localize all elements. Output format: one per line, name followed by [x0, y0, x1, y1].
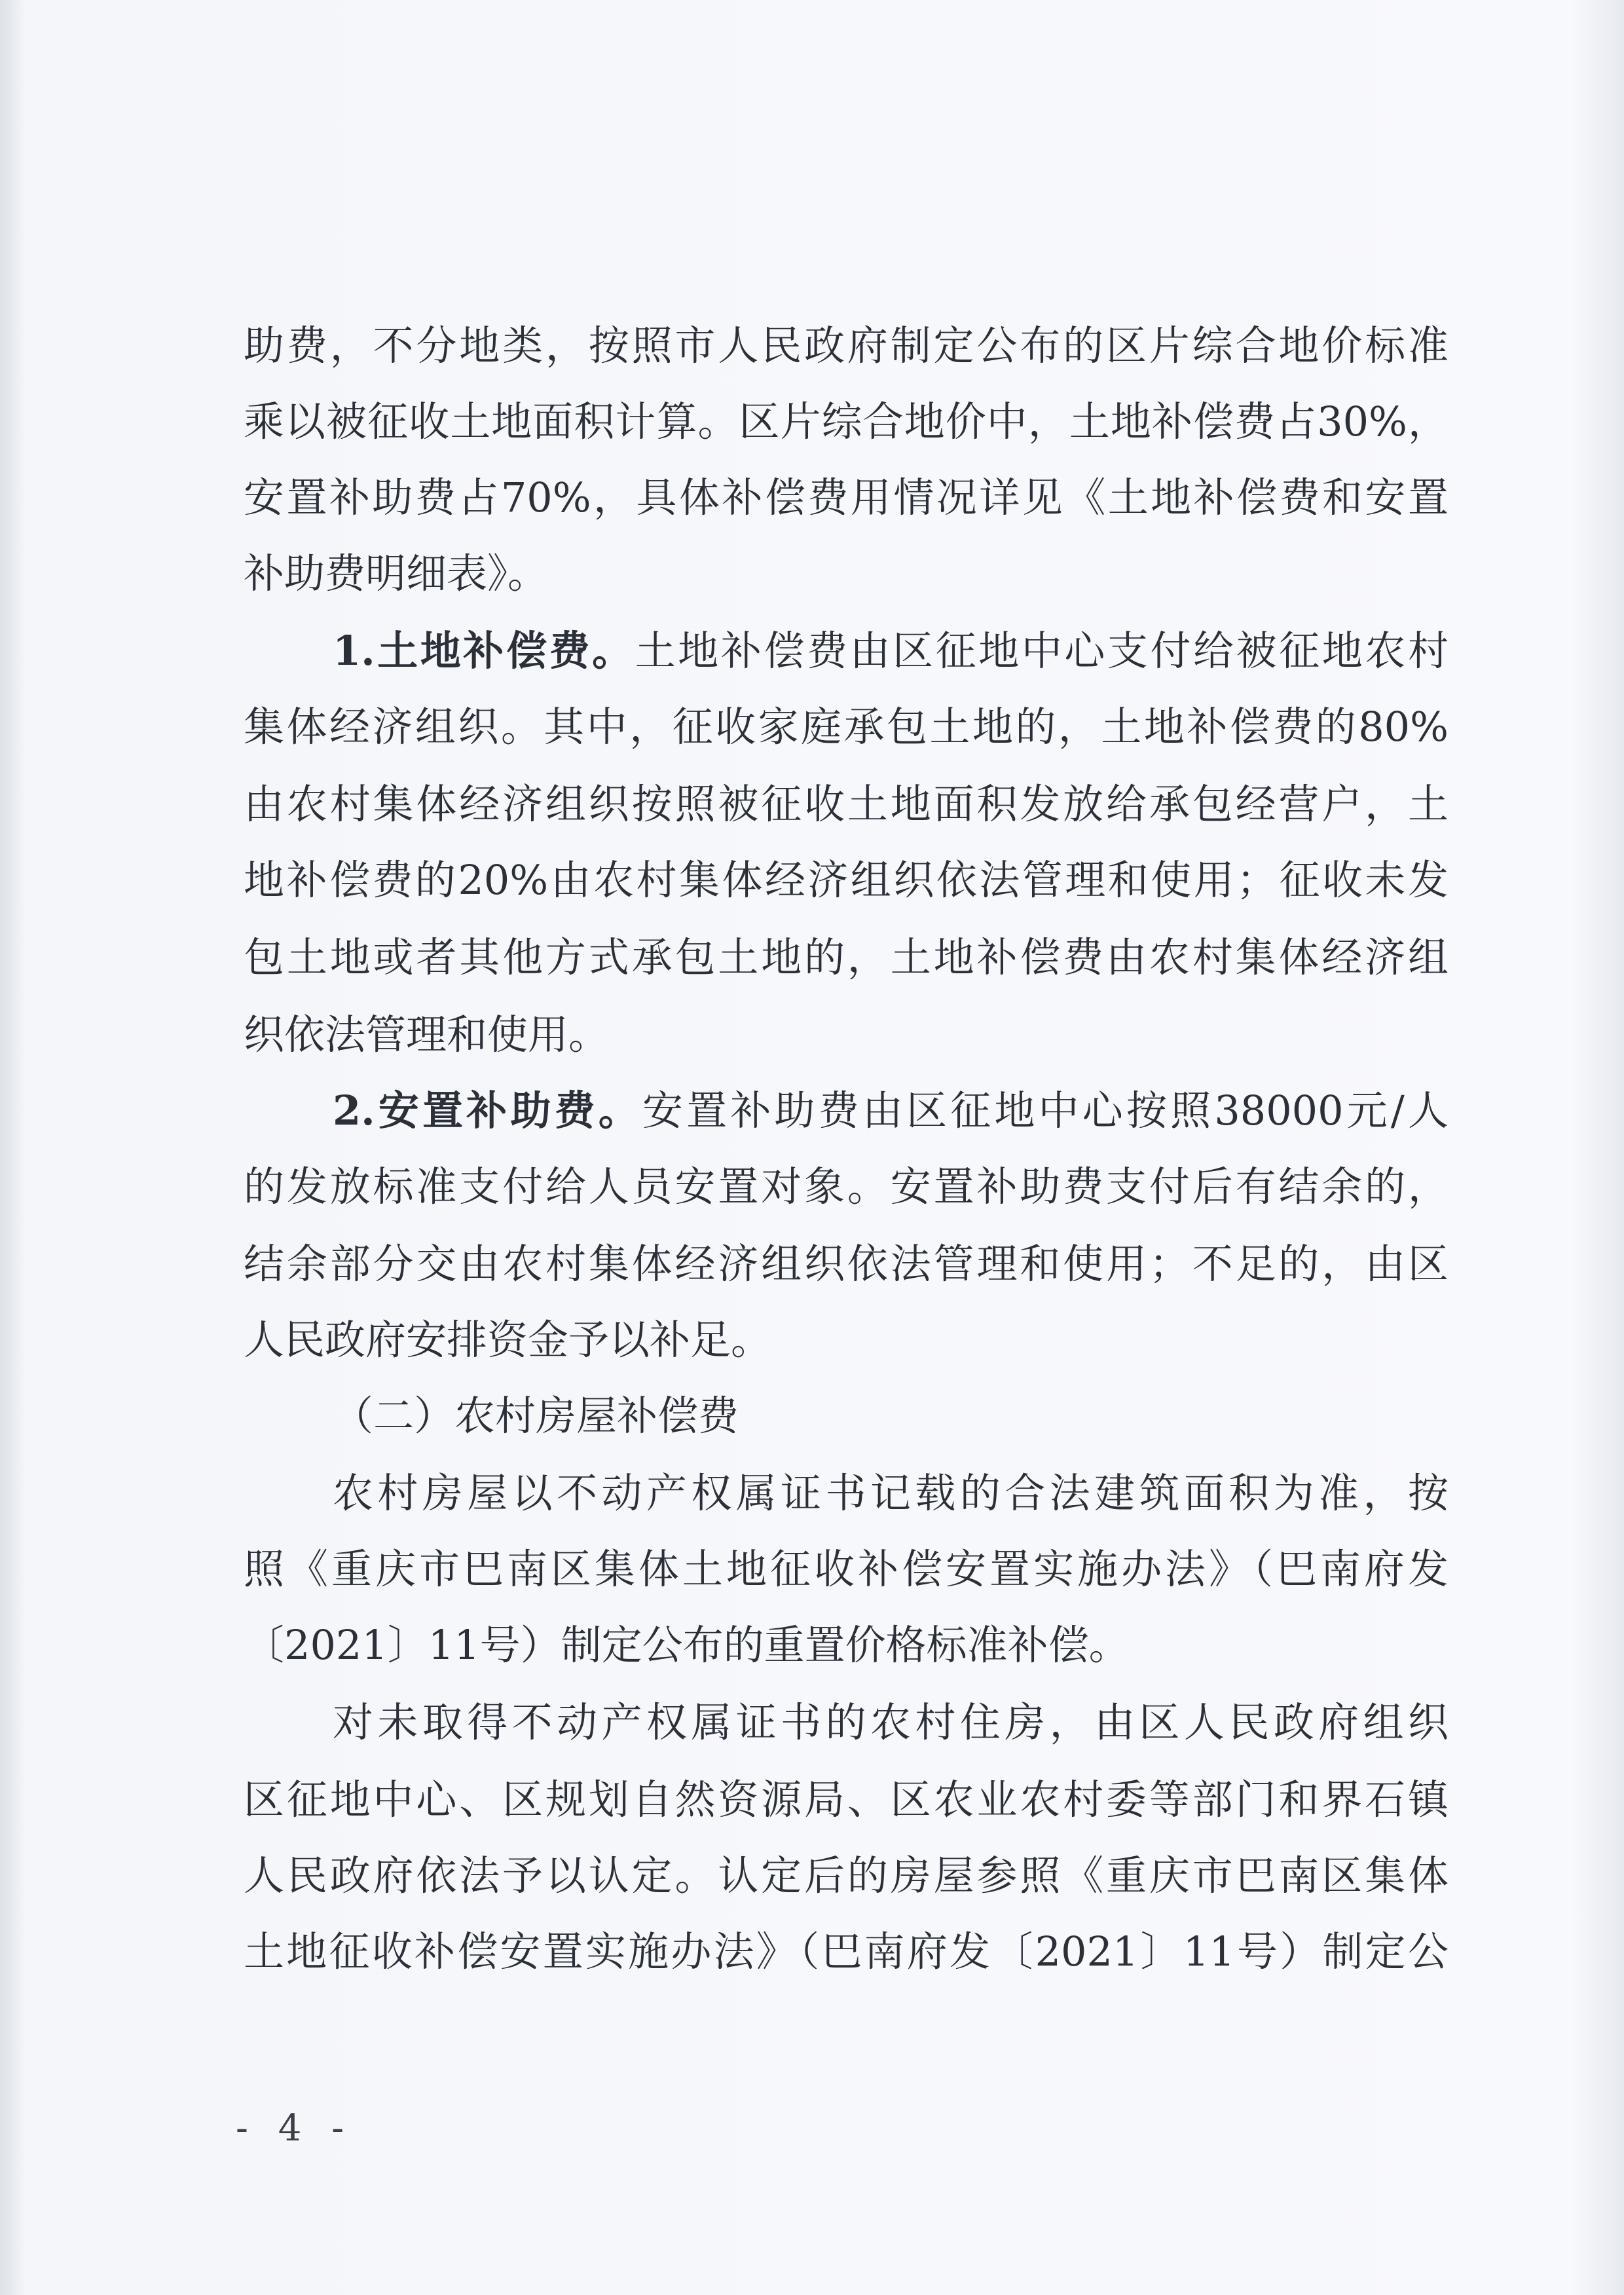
subsection-text: 土地补偿费由区征地中心支付给被征地农村	[635, 627, 1449, 675]
text-line: 的发放标准支付给人员安置对象。安置补助费支付后有结余的，	[244, 1163, 1449, 1210]
text-line: 区征地中心、区规划自然资源局、区农业农村委等部门和界石镇	[244, 1776, 1449, 1823]
subsection-title: 2.安置补助费。	[333, 1087, 642, 1134]
text-line: 地补偿费的20%由农村集体经济组织依法管理和使用；征收未发	[244, 856, 1449, 904]
text-line: 人民政府依法予以认定。认定后的房屋参照《重庆市巴南区集体	[244, 1852, 1449, 1899]
text-line: 人民政府安排资金予以补足。	[244, 1316, 772, 1364]
text-line: 安置补助费占70%，具体补偿费用情况详见《土地补偿费和安置	[244, 474, 1449, 521]
subsection-line	[244, 618, 1449, 684]
section-heading: （二）农村房屋补偿费	[333, 1392, 739, 1440]
text-line: 补助费明细表》。	[244, 550, 549, 597]
text-line: 土地征收补偿安置实施办法》（巴南府发〔2021〕11号）制定公	[244, 1928, 1449, 1975]
subsection-title: 1.土地补偿费。	[333, 627, 635, 675]
text-line: 由农村集体经济组织按照被征收土地面积发放给承包经营户，土	[244, 780, 1449, 828]
text-line: 农村房屋以不动产权属证书记载的合法建筑面积为准，按	[333, 1469, 1449, 1517]
text-line: 乘以被征收土地面积计算。区片综合地价中，土地补偿费占30%，	[244, 398, 1449, 445]
page-number: - 4 -	[236, 2107, 354, 2150]
text-line: 助费，不分地类，按照市人民政府制定公布的区片综合地价标准	[244, 322, 1449, 369]
text-line: 包土地或者其他方式承包土地的，土地补偿费由农村集体经济组	[244, 933, 1449, 981]
text-line: 结余部分交由农村集体经济组织依法管理和使用；不足的，由区	[244, 1240, 1449, 1288]
text-line: 织依法管理和使用。	[244, 1011, 610, 1058]
subsection-text: 安置补助费由区征地中心按照38000元/人	[642, 1087, 1449, 1134]
text-line: 〔2021〕11号）制定公布的重置价格标准补偿。	[244, 1621, 1130, 1669]
subsection-line	[244, 1078, 1449, 1144]
text-line: 照《重庆市巴南区集体土地征收补偿安置实施办法》（巴南府发	[244, 1545, 1449, 1593]
text-line: 对未取得不动产权属证书的农村住房，由区人民政府组织	[333, 1698, 1449, 1746]
text-line: 集体经济组织。其中，征收家庭承包土地的，土地补偿费的80%	[244, 703, 1449, 751]
